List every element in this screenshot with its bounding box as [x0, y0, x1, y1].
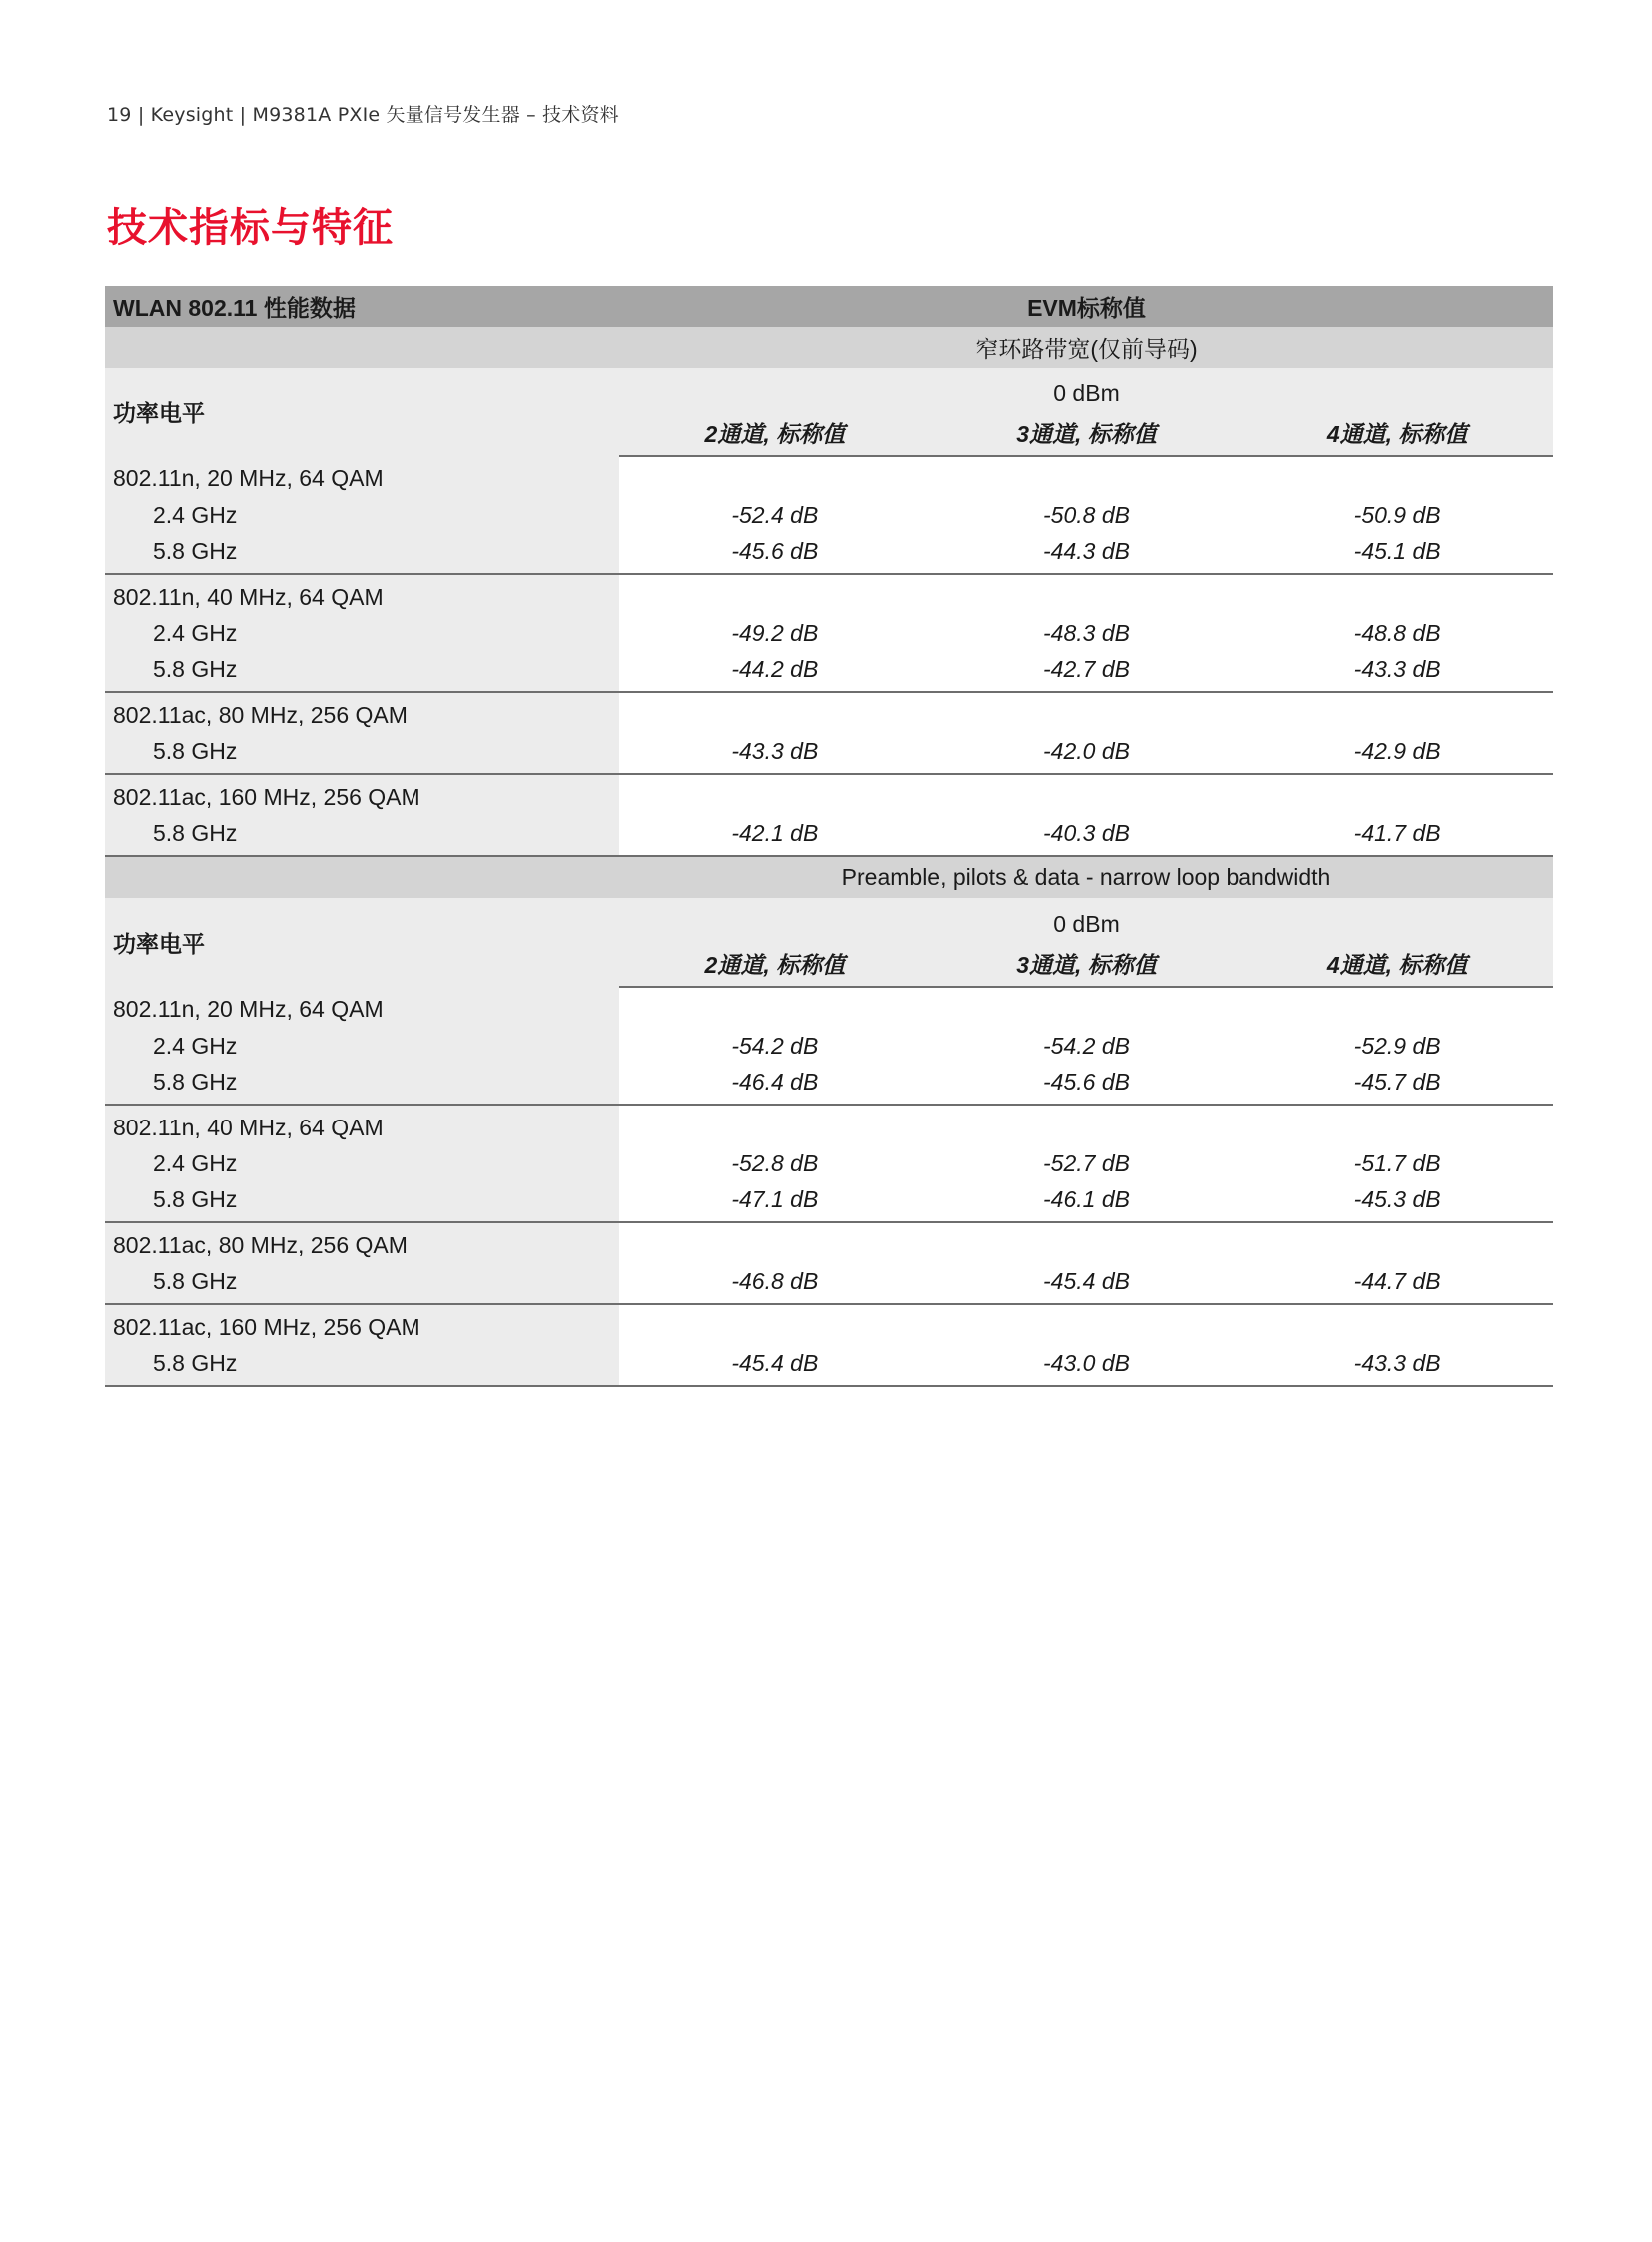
frequency-cell: 5.8 GHz: [105, 1181, 619, 1222]
power-level-label: 功率电平: [105, 898, 619, 987]
column-header-2-channel: 2通道, 标称值: [619, 407, 931, 456]
empty-cell: [931, 1304, 1242, 1345]
evm-value-cell: -52.8 dB: [731, 1149, 819, 1176]
column-header-2-channel: 2通道, 标称值: [619, 938, 931, 987]
evm-value-cell: -54.2 dB: [1043, 1032, 1130, 1059]
empty-cell: [619, 987, 931, 1028]
empty-cell: [1241, 774, 1553, 815]
empty-cell: [931, 987, 1242, 1028]
evm-value-cell: -44.2 dB: [619, 651, 931, 692]
section-header-row: [105, 327, 1553, 368]
empty-cell: [619, 1105, 931, 1145]
table-row: [105, 1028, 1553, 1064]
group-row: [105, 456, 1553, 497]
mode-name: 802.11n, 20 MHz, 64 QAM: [105, 456, 619, 497]
level-row: [105, 368, 1553, 407]
group-row: [105, 574, 1553, 615]
evm-value-cell: -40.3 dB: [931, 815, 1242, 856]
table-row: [105, 615, 1553, 651]
section-label: 窄环路带宽(仅前导码): [619, 327, 1553, 368]
evm-value-cell: -50.8 dB: [1043, 501, 1130, 528]
empty-cell: [1241, 1105, 1553, 1145]
frequency-cell: 2.4 GHz: [105, 1028, 619, 1064]
mode-name: 802.11ac, 80 MHz, 256 QAM: [105, 1222, 619, 1263]
evm-value-cell: -51.7 dB: [1353, 1149, 1441, 1176]
power-level-label: 功率电平: [105, 368, 619, 456]
section-header-spacer: [105, 856, 619, 898]
evm-value-cell: -45.7 dB: [1241, 1064, 1553, 1105]
mode-name: 802.11n, 20 MHz, 64 QAM: [105, 987, 619, 1028]
mode-name: 802.11n, 40 MHz, 64 QAM: [105, 574, 619, 615]
mode-name: 802.11ac, 80 MHz, 256 QAM: [105, 692, 619, 733]
evm-value-cell: -43.3 dB: [619, 733, 931, 774]
empty-cell: [1241, 692, 1553, 733]
table-row: [105, 733, 1553, 774]
table-row: [105, 815, 1553, 856]
section-header-spacer: [105, 327, 619, 368]
group-row: [105, 1105, 1553, 1145]
page-header: 19 | Keysight | M9381A PXIe 矢量信号发生器 – 技术资料: [107, 104, 619, 126]
frequency-cell: 5.8 GHz: [105, 815, 619, 856]
evm-value-cell: -45.6 dB: [619, 533, 931, 574]
group-row: [105, 692, 1553, 733]
group-row: [105, 1222, 1553, 1263]
empty-cell: [1241, 574, 1553, 615]
frequency-cell: 2.4 GHz: [105, 1145, 619, 1181]
column-header-4-channel: 4通道, 标称值: [1241, 938, 1553, 987]
column-header-3-channel: 3通道, 标称值: [931, 407, 1242, 456]
table-row: [105, 533, 1553, 574]
empty-cell: [1241, 1222, 1553, 1263]
evm-value-cell: -45.4 dB: [619, 1345, 931, 1386]
empty-cell: [931, 774, 1242, 815]
table-row: [105, 1181, 1553, 1222]
mode-name: 802.11ac, 160 MHz, 256 QAM: [105, 774, 619, 815]
evm-value-cell: -43.0 dB: [931, 1345, 1242, 1386]
table-body: [105, 286, 1553, 1386]
evm-value-cell: -52.4 dB: [731, 501, 819, 528]
table-row: [105, 1263, 1553, 1304]
evm-value-cell: -44.7 dB: [1241, 1263, 1553, 1304]
evm-value-cell: -43.3 dB: [1241, 651, 1553, 692]
wlan-evm-table: [105, 286, 1553, 1387]
column-header-4-channel: 4通道, 标称值: [1241, 407, 1553, 456]
evm-value-cell: -47.1 dB: [619, 1181, 931, 1222]
column-header-3-channel: 3通道, 标称值: [931, 938, 1242, 987]
empty-cell: [1241, 987, 1553, 1028]
evm-value-cell: -44.3 dB: [931, 533, 1242, 574]
frequency-cell: 5.8 GHz: [105, 1345, 619, 1386]
evm-value-cell: -48.8 dB: [1353, 619, 1441, 646]
power-level-value: 0 dBm: [619, 368, 1553, 407]
table-row: [105, 1345, 1553, 1386]
group-row: [105, 1304, 1553, 1345]
mode-name: 802.11n, 40 MHz, 64 QAM: [105, 1105, 619, 1145]
empty-cell: [619, 1222, 931, 1263]
evm-value-cell: -48.3 dB: [1043, 619, 1130, 646]
evm-value-cell: -45.6 dB: [931, 1064, 1242, 1105]
evm-value-cell: -42.1 dB: [619, 815, 931, 856]
empty-cell: [931, 692, 1242, 733]
section-header-row: [105, 856, 1553, 898]
frequency-cell: 2.4 GHz: [105, 497, 619, 533]
table-row: [105, 497, 1553, 533]
table-row: [105, 1145, 1553, 1181]
evm-value-cell: -43.3 dB: [1241, 1345, 1553, 1386]
evm-header: EVM标称值: [619, 286, 1553, 327]
section-label: Preamble, pilots & data - narrow loop bandwidth: [619, 856, 1553, 898]
empty-cell: [1241, 1304, 1553, 1345]
evm-value-cell: -46.4 dB: [619, 1064, 931, 1105]
empty-cell: [619, 574, 931, 615]
empty-cell: [931, 574, 1242, 615]
page-title: 技术指标与特征: [107, 205, 394, 251]
empty-cell: [619, 692, 931, 733]
evm-value-cell: -52.9 dB: [1353, 1032, 1441, 1059]
group-row: [105, 987, 1553, 1028]
empty-cell: [931, 1222, 1242, 1263]
evm-value-cell: -42.9 dB: [1241, 733, 1553, 774]
evm-value-cell: -54.2 dB: [731, 1032, 819, 1059]
empty-cell: [931, 456, 1242, 497]
empty-cell: [619, 456, 931, 497]
empty-cell: [1241, 456, 1553, 497]
mode-name: 802.11ac, 160 MHz, 256 QAM: [105, 1304, 619, 1345]
evm-value-cell: -45.4 dB: [931, 1263, 1242, 1304]
group-row: [105, 774, 1553, 815]
table-row: [105, 1064, 1553, 1105]
empty-cell: [931, 1105, 1242, 1145]
evm-value-cell: -50.9 dB: [1353, 501, 1441, 528]
evm-value-cell: -45.1 dB: [1241, 533, 1553, 574]
evm-value-cell: -41.7 dB: [1241, 815, 1553, 856]
evm-value-cell: -45.3 dB: [1241, 1181, 1553, 1222]
evm-value-cell: -46.1 dB: [931, 1181, 1242, 1222]
empty-cell: [619, 774, 931, 815]
evm-value-cell: -52.7 dB: [1043, 1149, 1130, 1176]
table-title: WLAN 802.11 性能数据: [105, 286, 619, 327]
frequency-cell: 5.8 GHz: [105, 733, 619, 774]
table-title-row: [105, 286, 1553, 327]
evm-value-cell: -42.7 dB: [931, 651, 1242, 692]
evm-value-cell: -42.0 dB: [931, 733, 1242, 774]
evm-value-cell: -46.8 dB: [619, 1263, 931, 1304]
evm-value-cell: -49.2 dB: [731, 619, 819, 646]
empty-cell: [619, 1304, 931, 1345]
level-row: [105, 898, 1553, 938]
frequency-cell: 5.8 GHz: [105, 651, 619, 692]
power-level-value: 0 dBm: [619, 898, 1553, 938]
frequency-cell: 2.4 GHz: [105, 615, 619, 651]
frequency-cell: 5.8 GHz: [105, 1064, 619, 1105]
frequency-cell: 5.8 GHz: [105, 1263, 619, 1304]
frequency-cell: 5.8 GHz: [105, 533, 619, 574]
table-row: [105, 651, 1553, 692]
